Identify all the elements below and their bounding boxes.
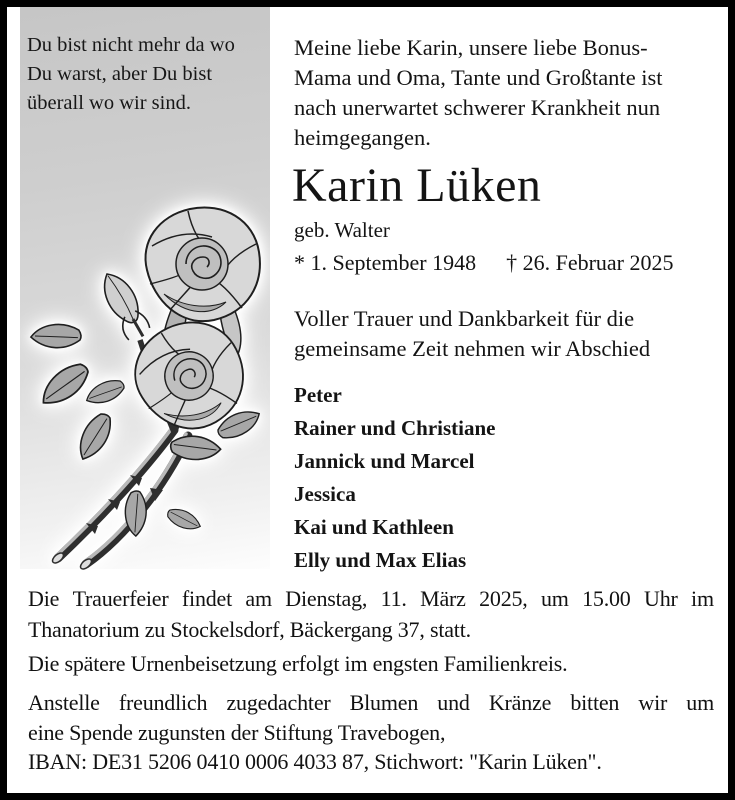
rose-branch-icon	[22, 192, 270, 574]
iban-line: IBAN: DE31 5206 0410 0006 4033 87, Stichwort: "Karin Lüken".	[28, 749, 602, 774]
donation-line: eine Spende zugunsten der Stiftung Travebogen,	[28, 719, 446, 745]
funeral-info	[28, 583, 714, 679]
quote-line: Du bist nicht mehr da wo	[27, 34, 235, 56]
farewell-line: gemeinsame Zeit nehmen wir Abschied	[294, 336, 651, 361]
mourner-name: Kai und Kathleen	[294, 515, 454, 539]
intro-line: Meine liebe Karin, unsere liebe Bonus-	[294, 35, 648, 60]
quote-line: überall wo wir sind.	[27, 92, 191, 114]
birth-date: * 1. September 1948	[294, 250, 477, 275]
memorial-quote	[27, 31, 235, 118]
intro-text	[294, 33, 663, 153]
mourner-name: Jannick und Marcel	[294, 449, 475, 473]
donation-info	[28, 688, 714, 777]
intro-line: nach unerwartet schwerer Krankheit nun	[294, 95, 661, 120]
mourners-list	[294, 379, 495, 577]
death-date: † 26. Februar 2025	[506, 250, 674, 275]
mourner-name: Rainer und Christiane	[294, 416, 496, 440]
intro-line: Mama und Oma, Tante und Großtante ist	[294, 65, 663, 90]
intro-line: heimgegangen.	[294, 125, 431, 150]
mourner-name: Jessica	[294, 482, 356, 506]
farewell-text	[294, 304, 650, 364]
donation-line: Anstelle freundlich zugedachter Blumen und Kränze bitten wir um	[28, 690, 714, 715]
urn-burial-line: Die spätere Urnenbeisetzung erfolgt im engsten Familienkreis.	[28, 651, 568, 676]
maiden-name: geb. Walter	[294, 218, 390, 242]
mourner-name: Elly und Max Elias	[294, 548, 467, 572]
funeral-line: Die Trauerfeier findet am Dienstag, 11. März 2025, um 15.00 Uhr im	[28, 586, 714, 611]
farewell-line: Voller Trauer und Dankbarkeit für die	[294, 306, 635, 331]
funeral-line: Thanatorium zu Stockelsdorf, Bäckergang 37, statt.	[28, 617, 471, 642]
deceased-name: Karin Lüken	[292, 159, 542, 212]
mourner-name: Peter	[294, 383, 342, 407]
quote-line: Du warst, aber Du bist	[27, 63, 213, 85]
life-dates	[294, 250, 674, 276]
quote-box	[20, 7, 270, 569]
